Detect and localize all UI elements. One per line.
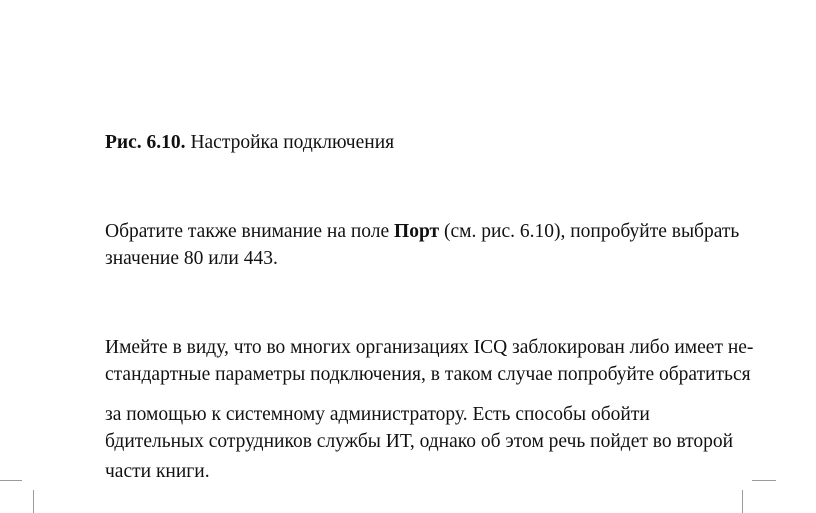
paragraph-2-line-4: бдительных сотрудников службы ИТ, однако об этом речь пойдет во второй [105,431,734,452]
figure-caption-text: Настройка подключения [185,132,395,153]
figure-caption [105,131,394,155]
paragraph-2-line-2: стандартные параметры подключения, в таком случае попробуйте обратиться [105,364,751,385]
crop-mark-left-horizontal [0,480,22,481]
paragraph-2-line-5: части книги. [105,461,210,482]
paragraph-1-line-2: значение 80 или 443. [105,248,278,269]
paragraph-1-text-before: Обратите также внимание на поле [105,221,395,242]
figure-caption-label: Рис. 6.10. [105,132,186,153]
crop-mark-right-horizontal [752,480,776,481]
crop-mark-left-vertical [33,490,34,513]
paragraph-1-line-1 [105,220,739,244]
paragraph-2-line-1: Имейте в виду, что во многих организациях ICQ заблокирован либо имеет не- [105,337,754,358]
port-field-name: Порт [394,221,440,242]
paragraph-1-text-after: (см. рис. 6.10), попробуйте выбрать [439,221,740,242]
crop-mark-right-vertical [742,490,743,513]
paragraph-2-line-3: за помощью к системному администратору. Есть способы обойти [105,404,650,425]
